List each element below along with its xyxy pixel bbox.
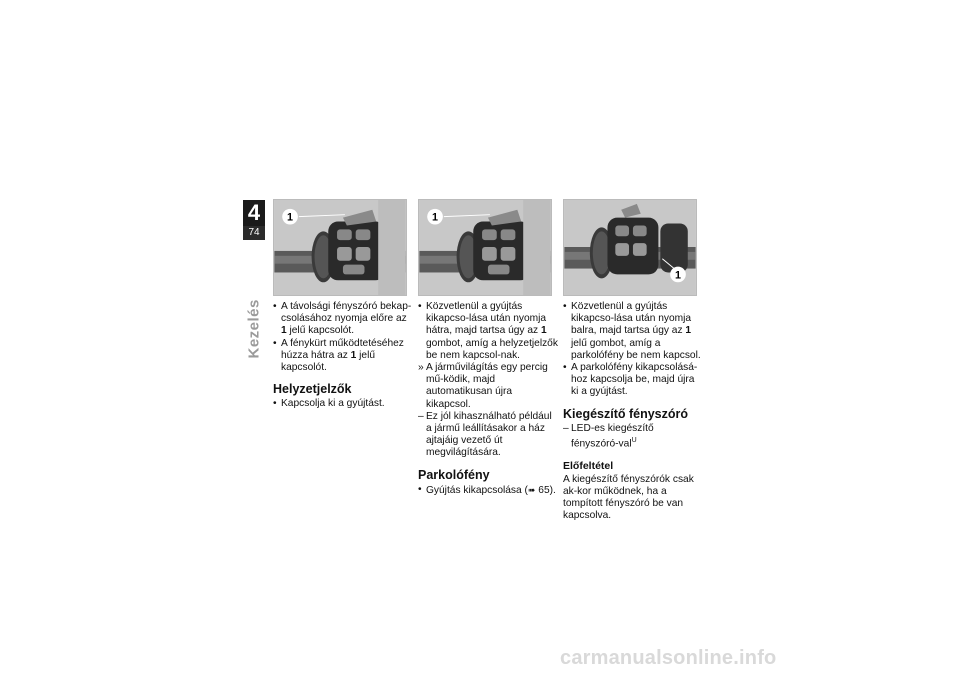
text: A járművilágítás egy percig mű-ködik, majd automatikusan újra kikapcsol. <box>426 362 548 410</box>
option-superscript: U <box>631 437 637 445</box>
dash-marker: – <box>563 422 569 434</box>
figure-1 <box>273 199 407 296</box>
text: Ez jól kihasználható például a jármű leállításakor a ház ajtajáig vezető út megvilágítására. <box>426 410 552 459</box>
page-ref[interactable]: 65). <box>535 484 556 496</box>
dash-marker: – <box>418 410 424 422</box>
key-ref: 1 <box>540 325 547 337</box>
page-ref-arrow-icon: ➠ <box>527 484 536 495</box>
text: Kapcsolja ki a gyújtást. <box>281 398 385 410</box>
section-heading: Helyzetjelzők <box>273 382 352 397</box>
result-item <box>418 362 558 411</box>
list-item <box>273 398 413 410</box>
key-ref: 1 <box>281 325 287 337</box>
list-item <box>273 301 413 338</box>
bullet-marker: • <box>418 483 422 495</box>
text: Közvetlenül a gyújtás kikapcso-lása után nyomja balra, majd tartsa úgy az <box>571 301 692 337</box>
text: Gyújtás kikapcsolása ( <box>426 484 528 496</box>
list-item <box>418 301 558 362</box>
section-heading: Parkolófény <box>418 467 490 482</box>
text: A távolsági fényszóró bekap-csolásához nyomja előre az <box>281 301 412 325</box>
column-3 <box>563 301 703 523</box>
subsection-heading: Előfeltétel <box>563 459 614 472</box>
bullet-marker: • <box>273 301 277 312</box>
figure-callout: 1 <box>674 269 681 282</box>
text: jelű gombot, amíg a parkolófény be nem kapcsol. <box>571 337 701 361</box>
text: jelű kapcsolót. <box>286 325 355 337</box>
bullet-marker: • <box>273 398 277 410</box>
watermark: carmanualsonline.info <box>560 647 777 669</box>
bullet-marker: • <box>563 362 567 374</box>
figure-3 <box>563 199 697 296</box>
chapter-label: Kezelés <box>245 299 263 359</box>
list-item <box>563 362 703 399</box>
list-item <box>418 484 558 497</box>
list-item <box>563 301 703 362</box>
chapter-number: 4 <box>247 200 261 225</box>
paragraph: A kiegészítő fényszórók csak ak-kor működnek, ha a tompított fényszóró be van kapcsolva. <box>563 473 694 522</box>
list-item <box>273 338 413 375</box>
page-number: 74 <box>243 226 265 240</box>
text: A fénykürt működtetéséhez húzza hátra az <box>281 337 404 361</box>
handlebar-switch-image <box>419 200 551 295</box>
bullet-marker: • <box>273 337 277 349</box>
bullet-marker: • <box>418 301 422 312</box>
column-2 <box>418 301 558 497</box>
handlebar-switch-image <box>274 200 406 295</box>
dash-item <box>418 411 558 460</box>
key-ref: 1 <box>685 325 692 337</box>
result-marker: » <box>418 362 424 374</box>
column-1 <box>273 301 413 411</box>
figure-2 <box>418 199 552 296</box>
figure-callout: 1 <box>432 211 439 224</box>
text: jelű kapcsolót. <box>281 349 376 374</box>
section-heading: Kiegészítő fényszóró <box>563 406 689 421</box>
bullet-marker: • <box>563 301 567 312</box>
figure-callout: 1 <box>287 211 294 224</box>
text: LED-es kiegészítő fényszóró-val <box>571 422 654 450</box>
text: A parkolófény kikapcsolásá-hoz kapcsolja be, majd újra ki a gyújtást. <box>571 362 698 398</box>
dash-item <box>563 423 703 451</box>
text: Közvetlenül a gyújtás kikapcso-lása után nyomja hátra, majd tartsa úgy az <box>426 301 547 337</box>
key-ref: 1 <box>350 349 357 361</box>
text: gombot, amíg a helyzetjelzők be nem kapcsol-nak. <box>426 337 558 361</box>
handlebar-switch-image <box>564 200 696 295</box>
